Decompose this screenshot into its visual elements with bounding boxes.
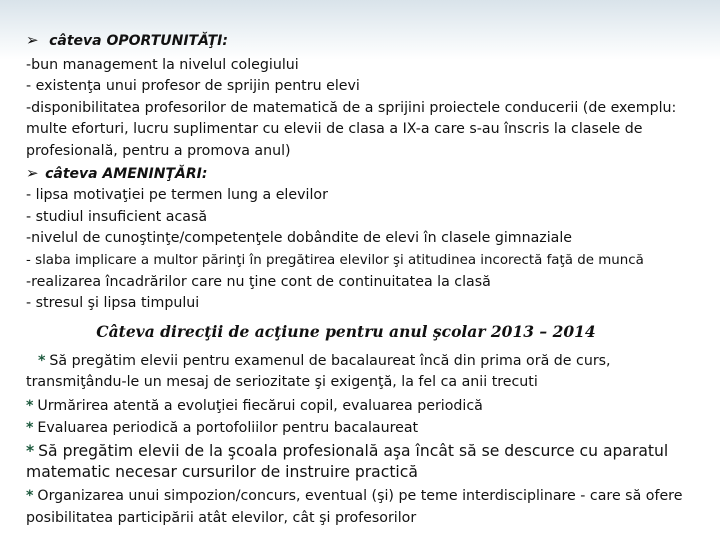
opportunity-item: - existenţa unui profesor de sprijin pentru elevi xyxy=(26,78,360,95)
action-item xyxy=(26,351,686,394)
actions-title: Câteva direcţii de acţiune pentru anul şcolar 2013 – 2014 xyxy=(96,321,596,341)
threat-item: -realizarea încadrărilor care nu ţine cont de continuitatea la clasă xyxy=(26,273,491,290)
threats-heading: câteva AMENINŢĂRI: xyxy=(45,165,208,182)
threat-item: - slaba implicare a multor părinţi în pregătirea elevilor şi atitudinea incorectă faţă de muncă xyxy=(26,252,644,268)
star-bullet: * xyxy=(26,397,34,414)
slide-content xyxy=(26,30,716,529)
threat-item: - studiul insuficient acasă xyxy=(26,208,208,225)
action-item xyxy=(26,418,716,440)
action-text: Să pregătim elevii pentru examenul de bacalaureat încă din prima oră de curs, transmiţându-le un mesaj de seriozitate şi exigenţă, la fel ca anii trecuti xyxy=(26,352,611,391)
action-text: Urmărirea atentă a evoluţiei fiecărui copil, evaluarea periodică xyxy=(37,397,483,414)
action-item xyxy=(26,441,686,483)
action-text: Evaluarea periodică a portofoliilor pentru bacalaureat xyxy=(37,419,419,436)
star-bullet: * xyxy=(26,488,34,505)
action-text: Să pregătim elevii de la şcoala profesională aşa încât să se descurce cu aparatul matematic necesar cursurilor de instruire practică xyxy=(26,442,669,482)
arrow-bullet-icon: ➢ xyxy=(26,31,39,49)
opportunity-item: -disponibilitatea profesorilor de matematică de a sprijini proiectele conducerii (de exemplu: multe eforturi, lucru suplimentar cu elevii de clasa a IX-a care s-au înscris la clasele de profesională, pentru a promova anul) xyxy=(26,99,677,159)
star-bullet: * xyxy=(26,442,35,461)
action-text: Organizarea unui simpozion/concurs, eventual (şi) pe teme interdisciplinare - care să ofere posibilitatea participării atât elevilor, cât şi profesorilor xyxy=(26,488,683,526)
opportunities-heading-row xyxy=(26,30,716,53)
opportunity-item: -bun management la nivelul colegiului xyxy=(26,56,299,73)
star-bullet: * xyxy=(26,419,34,436)
arrow-bullet-icon: ➢ xyxy=(26,163,39,182)
action-item xyxy=(26,396,716,418)
opportunities-heading: câteva OPORTUNITĂŢI: xyxy=(49,33,228,49)
star-bullet: * xyxy=(38,352,46,369)
threat-item: -nivelul de cunoştinţe/competenţele dobândite de elevi în clasele gimnaziale xyxy=(26,230,573,247)
threats-heading-row xyxy=(26,163,716,186)
threat-item: - lipsa motivaţiei pe termen lung a elevilor xyxy=(26,187,328,204)
threat-item: - stresul şi lipsa timpului xyxy=(26,295,200,312)
action-item xyxy=(26,486,686,529)
